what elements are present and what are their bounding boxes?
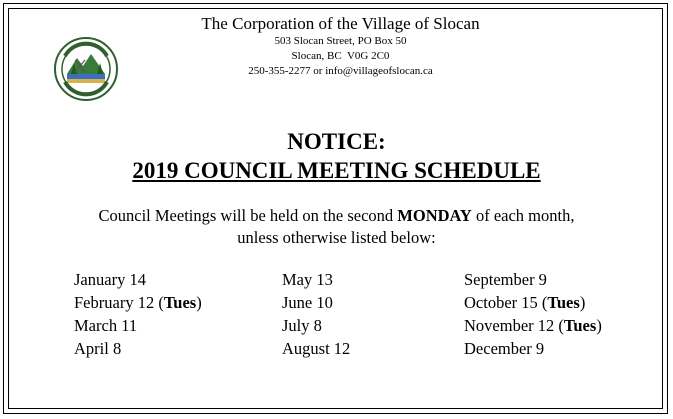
date-note: Tues xyxy=(163,293,197,312)
date-text: December 9 xyxy=(464,339,545,358)
date-text: September 9 xyxy=(464,270,547,289)
schedule-column-1 xyxy=(74,268,202,360)
letterhead xyxy=(0,14,673,79)
date-text: March 11 xyxy=(74,316,138,335)
schedule-column-3 xyxy=(464,268,602,360)
meeting-date-jul: July 8 xyxy=(282,316,322,335)
date-text: November 12 ( xyxy=(464,316,564,335)
meeting-date-feb xyxy=(74,291,202,314)
meeting-date-nov xyxy=(464,314,602,337)
notice-title: NOTICE: xyxy=(287,129,386,154)
date-note: Tues xyxy=(563,316,597,335)
intro-text xyxy=(0,205,673,249)
intro-line-1-emphasis: MONDAY xyxy=(397,206,472,225)
date-text: January 14 xyxy=(74,270,146,289)
address-line-1: 503 Slocan Street, PO Box 50 xyxy=(274,35,407,47)
date-note-close: ) xyxy=(596,316,602,335)
meeting-date-aug: August 12 xyxy=(282,339,351,358)
date-text: February 12 ( xyxy=(74,293,164,312)
date-text: October 15 ( xyxy=(464,293,548,312)
meeting-date-mar xyxy=(74,314,202,337)
contact-line: 250-355-2277 or info@villageofslocan.ca xyxy=(248,65,433,77)
meeting-date-dec xyxy=(464,337,602,360)
schedule-column-2 xyxy=(282,268,350,360)
intro-line-1-a: Council Meetings will be held on the second xyxy=(98,206,398,225)
intro-line-1-c: of each month, xyxy=(471,206,575,225)
intro-line-1 xyxy=(0,205,673,227)
meeting-date-jan xyxy=(74,268,202,291)
meeting-date-may: May 13 xyxy=(282,270,333,289)
meeting-date-sep xyxy=(464,268,602,291)
meeting-date-oct xyxy=(464,291,602,314)
intro-line-2: unless otherwise listed below: xyxy=(237,228,436,247)
date-note: Tues xyxy=(547,293,580,312)
meeting-date-jun: June 10 xyxy=(282,293,333,312)
notice-subtitle: 2019 COUNCIL MEETING SCHEDULE xyxy=(132,158,541,183)
address-line-2: Slocan, BC V0G 2C0 xyxy=(291,50,390,62)
meeting-date-apr xyxy=(74,337,202,360)
organization-name: The Corporation of the Village of Slocan xyxy=(201,14,480,33)
date-note-close: ) xyxy=(196,293,202,312)
date-note-close: ) xyxy=(579,293,586,312)
date-text: April 8 xyxy=(74,339,122,358)
notice-heading xyxy=(0,127,673,185)
